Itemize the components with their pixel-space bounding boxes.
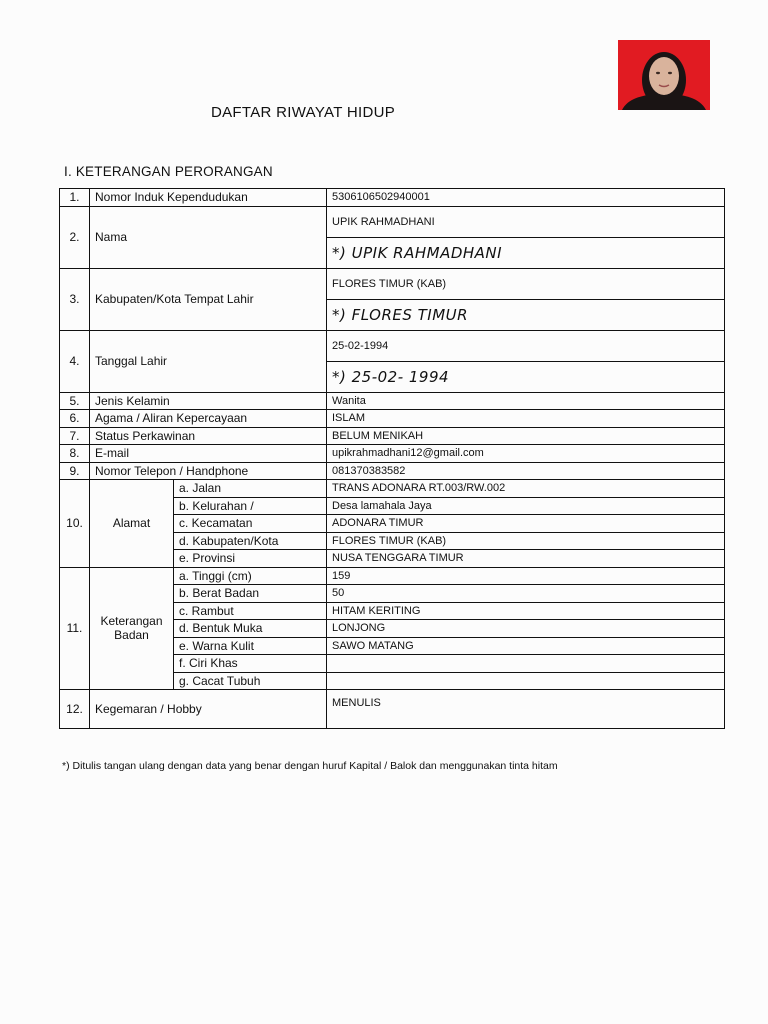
sub-label: d. Bentuk Muka	[174, 620, 327, 638]
sub-label: d. Kabupaten/Kota	[174, 532, 327, 550]
document-title: DAFTAR RIWAYAT HIDUP	[211, 104, 396, 121]
field-value: SAWO MATANG	[327, 637, 725, 655]
section-heading: I. KETERANGAN PERORANGAN	[64, 164, 273, 179]
field-value: MENULIS	[327, 690, 725, 729]
row-number: 4.	[60, 330, 90, 392]
personal-data-table	[59, 188, 725, 729]
field-value: 5306106502940001	[327, 189, 725, 207]
sub-label: a. Jalan	[174, 480, 327, 498]
sub-label: b. Kelurahan /	[174, 497, 327, 515]
sub-label: c. Kecamatan	[174, 515, 327, 533]
field-value: 159	[327, 567, 725, 585]
field-label: Nama	[90, 206, 327, 268]
table-row	[60, 189, 725, 207]
row-number: 6.	[60, 410, 90, 428]
field-label: Tanggal Lahir	[90, 330, 327, 392]
table-row	[60, 268, 725, 299]
field-value: TRANS ADONARA RT.003/RW.002	[327, 480, 725, 498]
field-value: ISLAM	[327, 410, 725, 428]
field-value: 25-02-1994	[327, 330, 725, 361]
field-label: Jenis Kelamin	[90, 392, 327, 410]
field-value: Desa lamahala Jaya	[327, 497, 725, 515]
table-row	[60, 480, 725, 498]
field-value: FLORES TIMUR (KAB)	[327, 532, 725, 550]
row-number: 2.	[60, 206, 90, 268]
sub-label: c. Rambut	[174, 602, 327, 620]
field-value: BELUM MENIKAH	[327, 427, 725, 445]
sub-label: g. Cacat Tubuh	[174, 672, 327, 690]
field-value: FLORES TIMUR (KAB)	[327, 268, 725, 299]
field-value: 50	[327, 585, 725, 603]
person-silhouette-icon	[618, 40, 710, 110]
field-label: Alamat	[90, 480, 174, 568]
field-label-line: Badan	[114, 628, 149, 643]
handwritten-value: *) 25-02- 1994	[327, 361, 725, 392]
sub-label: a. Tinggi (cm)	[174, 567, 327, 585]
sub-label: f. Ciri Khas	[174, 655, 327, 673]
field-label: Nomor Telepon / Handphone	[90, 462, 327, 480]
handwritten-value: *) UPIK RAHMADHANI	[327, 237, 725, 268]
table-row	[60, 462, 725, 480]
field-value: upikrahmadhani12@gmail.com	[327, 445, 725, 463]
row-number: 3.	[60, 268, 90, 330]
table-row	[60, 690, 725, 729]
field-value: LONJONG	[327, 620, 725, 638]
table-row	[60, 410, 725, 428]
footnote: *) Ditulis tangan ulang dengan data yang benar dengan huruf Kapital / Balok dan menggunakan tinta hitam	[62, 760, 558, 772]
field-label	[90, 567, 174, 690]
table-row	[60, 567, 725, 585]
field-value: NUSA TENGGARA TIMUR	[327, 550, 725, 568]
row-number: 5.	[60, 392, 90, 410]
field-value: Wanita	[327, 392, 725, 410]
table-row	[60, 392, 725, 410]
field-label: Agama / Aliran Kepercayaan	[90, 410, 327, 428]
field-label: Status Perkawinan	[90, 427, 327, 445]
field-label: Nomor Induk Kependudukan	[90, 189, 327, 207]
sub-label: e. Provinsi	[174, 550, 327, 568]
row-number: 9.	[60, 462, 90, 480]
field-label-line: Keterangan	[100, 614, 163, 629]
sub-label: e. Warna Kulit	[174, 637, 327, 655]
field-value: 081370383582	[327, 462, 725, 480]
handwritten-value: *) FLORES TIMUR	[327, 299, 725, 330]
table-row	[60, 445, 725, 463]
table-row	[60, 427, 725, 445]
field-label: E-mail	[90, 445, 327, 463]
row-number: 1.	[60, 189, 90, 207]
sub-label: b. Berat Badan	[174, 585, 327, 603]
field-label: Kabupaten/Kota Tempat Lahir	[90, 268, 327, 330]
field-value	[327, 655, 725, 673]
row-number: 7.	[60, 427, 90, 445]
field-label: Kegemaran / Hobby	[90, 690, 327, 729]
profile-photo	[618, 40, 710, 110]
field-value: UPIK RAHMADHANI	[327, 206, 725, 237]
field-value	[327, 672, 725, 690]
table-row	[60, 330, 725, 361]
field-value: HITAM KERITING	[327, 602, 725, 620]
table-row	[60, 206, 725, 237]
row-number: 12.	[60, 690, 90, 729]
field-value: ADONARA TIMUR	[327, 515, 725, 533]
row-number: 8.	[60, 445, 90, 463]
row-number: 10.	[60, 480, 90, 568]
row-number: 11.	[60, 567, 90, 690]
